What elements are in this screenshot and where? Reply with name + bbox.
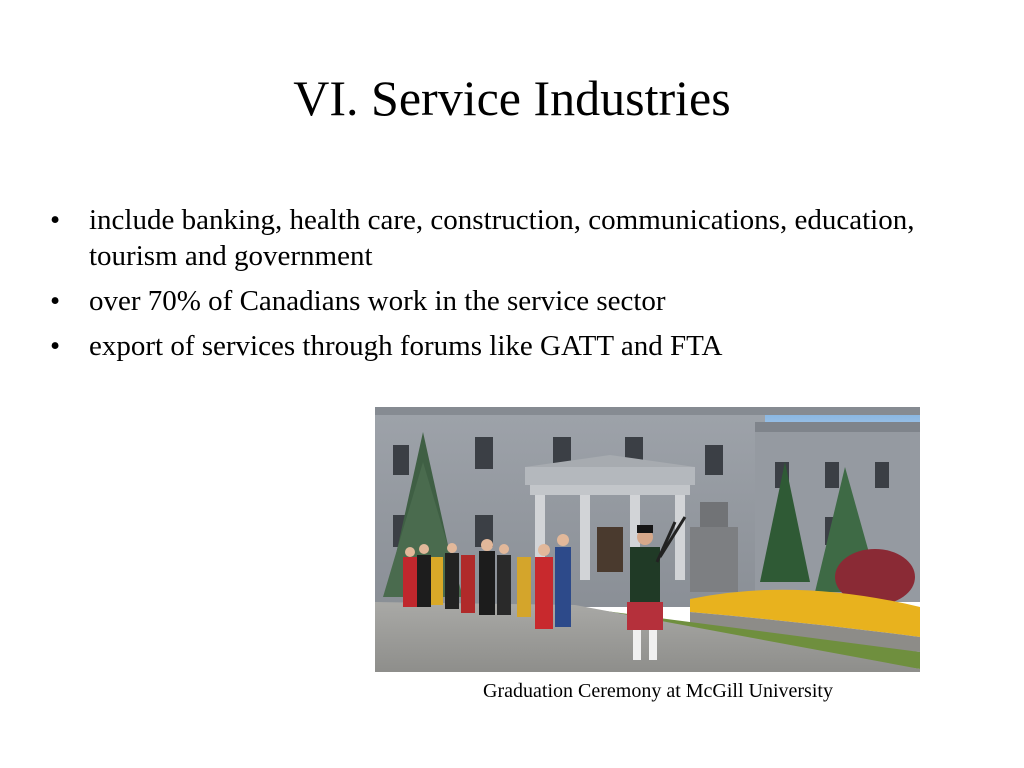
bullet-text: include banking, health care, construction, communications, education, tourism and government — [89, 204, 915, 272]
bullet-text: export of services through forums like GATT and FTA — [89, 330, 723, 362]
graduation-photo — [375, 407, 920, 672]
bullet-dot-icon: • — [50, 285, 61, 317]
bullet-item — [50, 202, 950, 274]
slide-title: VI. Service Industries — [293, 70, 731, 126]
bullet-item — [50, 283, 950, 319]
bullet-item — [50, 328, 950, 364]
bullet-dot-icon: • — [50, 204, 61, 236]
bullet-text: over 70% of Canadians work in the service sector — [89, 285, 666, 317]
photo-caption: Graduation Ceremony at McGill University — [483, 680, 833, 702]
bullet-dot-icon: • — [50, 330, 61, 362]
bullet-list — [50, 202, 950, 373]
